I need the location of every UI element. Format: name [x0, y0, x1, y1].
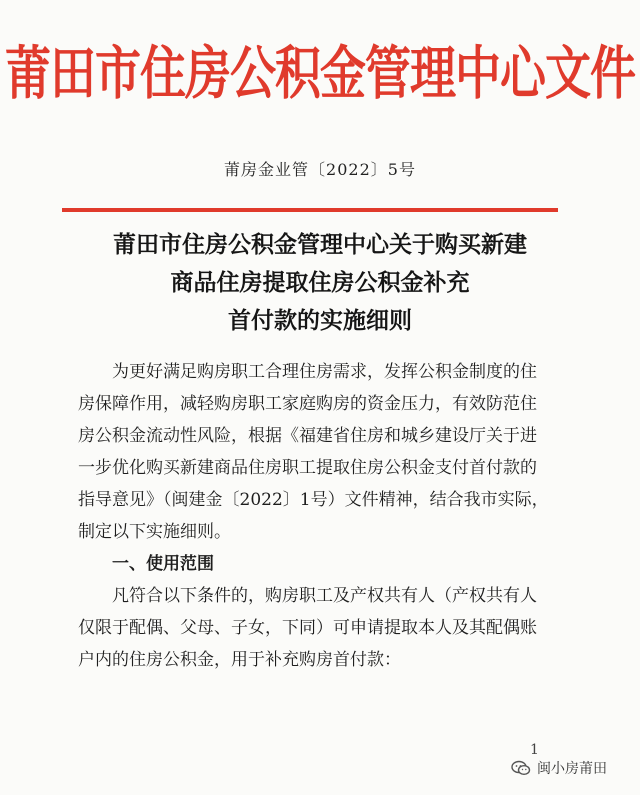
- org-masthead: 莆田市住房公积金管理中心文件: [5, 39, 635, 107]
- paragraph-line: 户内的住房公积金，用于补充购房首付款：: [78, 650, 401, 670]
- paragraph-line: 一步优化购买新建商品住房职工提取住房公积金支付首付款的: [78, 458, 537, 478]
- watermark: [511, 758, 607, 778]
- section-heading: 一、使用范围: [112, 554, 214, 574]
- document-title: [0, 226, 640, 340]
- paragraph-line: 凡符合以下条件的，购房职工及产权共有人（产权共有人: [112, 586, 537, 606]
- paragraph-line: 制定以下实施细则。: [78, 522, 231, 542]
- paragraph-line: 仅限于配偶、父母、子女，下同）可申请提取本人及其配偶账: [78, 618, 537, 638]
- paragraph-line: 房公积金流动性风险，根据《福建省住房和城乡建设厅关于进: [78, 426, 537, 446]
- title-line-2: 商品住房提取住房公积金补充: [170, 269, 470, 296]
- document-body: [78, 356, 562, 676]
- red-divider: [62, 208, 558, 212]
- paragraph-line: 房保障作用，减轻购房职工家庭购房的资金压力，有效防范住: [78, 394, 537, 414]
- paragraph-line: 指导意见》（闽建金〔2022〕1号）文件精神，结合我市实际，: [78, 490, 549, 510]
- document-number: 莆房金业管〔2022〕5号: [224, 160, 416, 179]
- title-line-3: 首付款的实施细则: [228, 307, 412, 334]
- paragraph-line: 为更好满足购房职工合理住房需求，发挥公积金制度的住: [112, 362, 537, 382]
- title-line-1: 莆田市住房公积金管理中心关于购买新建: [113, 231, 527, 258]
- wechat-icon: [511, 760, 531, 776]
- page-number: 1: [530, 742, 539, 758]
- watermark-text: 闽小房莆田: [537, 761, 607, 777]
